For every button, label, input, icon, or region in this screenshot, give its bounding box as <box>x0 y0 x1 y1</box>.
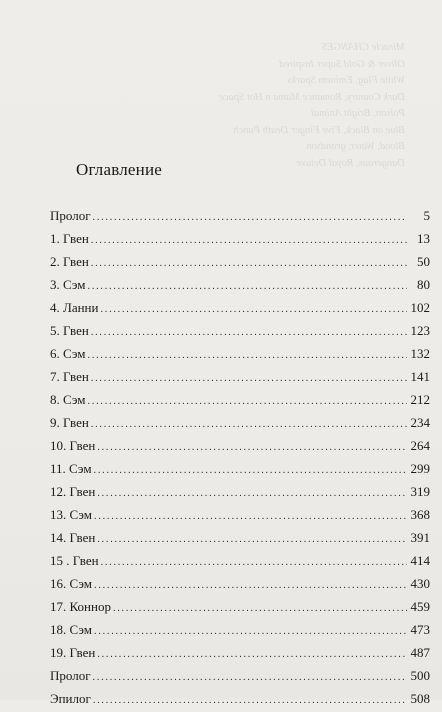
toc-entry <box>50 618 430 641</box>
dot-leader <box>97 436 407 459</box>
toc-entry <box>50 365 430 388</box>
toc-entry <box>50 480 430 503</box>
toc-entry-page-number: 212 <box>410 392 430 407</box>
toc-entry <box>50 319 430 342</box>
toc-entry <box>50 411 430 434</box>
dot-leader <box>91 367 407 390</box>
toc-entry-label: 9. Гвен <box>50 415 89 430</box>
dot-leader <box>101 551 407 574</box>
show-through-line: Miracle CHANGES <box>321 42 405 53</box>
toc-entry <box>50 664 430 687</box>
toc-entry-label: Пролог <box>50 668 91 683</box>
toc-entry <box>50 227 430 250</box>
toc-entry-label: 14. Гвен <box>50 530 96 545</box>
toc-entry-label: 10. Гвен <box>50 438 96 453</box>
toc-entry <box>50 250 430 273</box>
toc-entry <box>50 388 430 411</box>
toc-entry <box>50 641 430 664</box>
toc-entry <box>50 204 430 227</box>
toc-entry <box>50 572 430 595</box>
toc-entry-label: 4. Ланни <box>50 300 99 315</box>
table-of-contents <box>50 204 430 710</box>
show-through-line: Blue on Black, Five Finger Death Punch <box>233 124 405 136</box>
dot-leader <box>91 321 407 344</box>
toc-entry <box>50 296 430 319</box>
dot-leader <box>93 206 407 229</box>
toc-entry-page-number: 13 <box>417 231 430 246</box>
toc-entry-page-number: 234 <box>410 415 430 430</box>
toc-entry-page-number: 508 <box>410 691 430 706</box>
toc-entry-label: 18. Сэм <box>50 622 93 637</box>
toc-entry-page-number: 473 <box>410 622 430 637</box>
toc-entry-label: Эпилог <box>50 691 91 706</box>
toc-entry-label: 19. Гвен <box>50 645 96 660</box>
toc-entry-page-number: 80 <box>417 277 430 292</box>
show-through-line: Oliver & Gold Super Inspired <box>279 58 405 70</box>
dot-leader <box>97 482 407 505</box>
toc-entry-label: 3. Сэм <box>50 277 86 292</box>
toc-entry-label: 17. Коннор <box>50 599 111 614</box>
show-through-line: White Flag, Eminem Sparks <box>287 75 405 86</box>
dot-leader <box>100 298 407 321</box>
toc-entry-page-number: 102 <box>410 300 430 315</box>
toc-entry <box>50 457 430 480</box>
toc-entry-page-number: 141 <box>410 369 430 384</box>
toc-entry <box>50 342 430 365</box>
toc-entry-page-number: 299 <box>410 461 430 476</box>
toc-entry-page-number: 487 <box>410 645 430 660</box>
toc-entry-page-number: 5 <box>423 208 430 223</box>
toc-entry-label: 8. Сэм <box>50 392 86 407</box>
toc-entry-label: Пролог <box>50 208 91 223</box>
dot-leader <box>113 597 407 620</box>
toc-entry-label: 2. Гвен <box>50 254 89 269</box>
toc-entry-page-number: 123 <box>410 323 430 338</box>
toc-entry <box>50 503 430 526</box>
toc-entry-label: 13. Сэм <box>50 507 93 522</box>
toc-entry <box>50 526 430 549</box>
toc-entry-page-number: 50 <box>417 254 430 269</box>
dot-leader <box>94 505 407 528</box>
toc-entry-label: 11. Сэм <box>50 461 92 476</box>
dot-leader <box>91 229 407 252</box>
dot-leader <box>88 390 407 413</box>
dot-leader <box>94 574 407 597</box>
toc-entry-label: 7. Гвен <box>50 369 89 384</box>
toc-entry <box>50 273 430 296</box>
toc-entry-page-number: 430 <box>410 576 430 591</box>
toc-entry-label: 5. Гвен <box>50 323 89 338</box>
toc-entry <box>50 687 430 710</box>
toc-entry-page-number: 368 <box>410 507 430 522</box>
toc-entry-label: 15 . Гвен <box>50 553 99 568</box>
dot-leader <box>94 620 407 643</box>
show-through-text <box>215 40 405 172</box>
toc-entry-page-number: 391 <box>410 530 430 545</box>
toc-entry-label: 1. Гвен <box>50 231 89 246</box>
toc-entry-label: 12. Гвен <box>50 484 96 499</box>
toc-title: Оглавление <box>76 160 162 179</box>
show-through-line: Blood, Water, grandson <box>306 141 405 152</box>
dot-leader <box>93 666 407 689</box>
toc-entry-page-number: 319 <box>410 484 430 499</box>
toc-entry-page-number: 132 <box>410 346 430 361</box>
dot-leader <box>88 275 407 298</box>
dot-leader <box>94 459 407 482</box>
show-through-line: Poison, Bright Animal <box>310 108 405 119</box>
dot-leader <box>91 252 407 275</box>
dot-leader <box>97 643 407 666</box>
toc-entry-label: 6. Сэм <box>50 346 86 361</box>
toc-entry-label: 16. Сэм <box>50 576 93 591</box>
toc-entry-page-number: 414 <box>410 553 430 568</box>
dot-leader <box>88 344 407 367</box>
toc-entry-page-number: 459 <box>410 599 430 614</box>
toc-entry <box>50 595 430 618</box>
dot-leader <box>93 689 407 712</box>
toc-entry-page-number: 264 <box>410 438 430 453</box>
toc-entry <box>50 549 430 572</box>
dot-leader <box>91 413 407 436</box>
dot-leader <box>97 528 407 551</box>
toc-entry <box>50 434 430 457</box>
toc-entry-page-number: 500 <box>410 668 430 683</box>
show-through-line: Dark Country, Romance Mama n Hot Space <box>219 91 405 103</box>
show-through-line: Dangerous, Royal Deluxe <box>296 157 405 169</box>
